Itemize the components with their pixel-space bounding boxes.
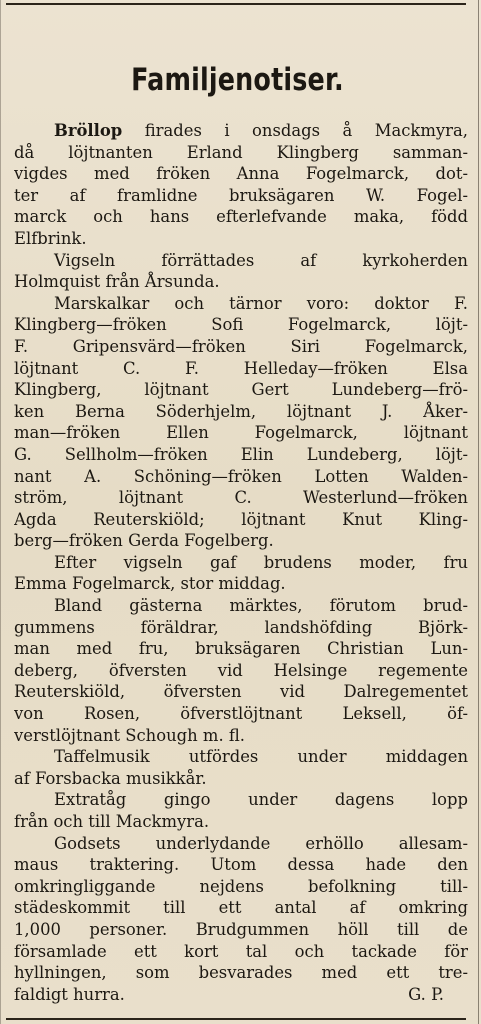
article-line: man med fru, bruksägaren Christian Lun- bbox=[14, 639, 468, 659]
article-line: marck och hans efterlefvande maka, född bbox=[14, 207, 468, 227]
article-line: gummens föräldrar, landshöfding Björk- bbox=[14, 617, 468, 637]
article-line-1: Bröllop firades i onsdags å Mackmyra, bbox=[54, 121, 468, 140]
lead-word: Bröllop bbox=[54, 121, 123, 140]
article-line: omkringliggande nejdens befolkning till- bbox=[14, 876, 468, 896]
article-line: deberg, öfversten vid Helsinge regemente bbox=[14, 660, 468, 680]
article-line: församlade ett kort tal och tackade för bbox=[14, 941, 468, 961]
article-line: maus traktering. Utom dessa hade den bbox=[14, 855, 468, 875]
article-line: Marskalkar och tärnor voro: doktor F. bbox=[54, 293, 468, 313]
article-line: berg—fröken Gerda Fogelberg. bbox=[14, 531, 274, 551]
article-line: ken Berna Söderhjelm, löjtnant J. Åker- bbox=[14, 401, 468, 421]
article-line-final: faldigt hurra. G. P. bbox=[14, 984, 444, 1004]
article-line: Bland gästerna märktes, förutom brud- bbox=[54, 596, 468, 616]
article-line: 1,000 personer. Brudgummen höll till de bbox=[14, 919, 468, 939]
article-body bbox=[14, 120, 468, 1005]
article-line: Efter vigseln gaf brudens moder, fru bbox=[54, 552, 468, 572]
article-line: Vigseln förrättades af kyrkoherden bbox=[54, 250, 468, 270]
page-title: Familjenotiser. bbox=[131, 62, 344, 98]
article-line: verstlöjtnant Schough m. fl. bbox=[14, 725, 246, 745]
article-line: ström, löjtnant C. Westerlund—fröken bbox=[14, 488, 468, 508]
article-line: nant A. Schöning—fröken Lotten Walden- bbox=[14, 466, 468, 486]
article-line: Klingberg—fröken Sofi Fogelmarck, löjt- bbox=[14, 315, 468, 335]
article-line: städeskommit till ett antal af omkring bbox=[14, 898, 468, 918]
bottom-rule bbox=[6, 1018, 466, 1020]
article-line: von Rosen, öfverstlöjtnant Leksell, öf- bbox=[14, 704, 468, 724]
article-line: vigdes med fröken Anna Fogelmarck, dot- bbox=[14, 164, 468, 184]
article-line: Reuterskiöld, öfversten vid Dalregementet bbox=[14, 682, 468, 702]
article-line: Emma Fogelmarck, stor middag. bbox=[14, 574, 286, 594]
article-line: då löjtnanten Erland Klingberg samman- bbox=[14, 142, 468, 162]
article-line: Taffelmusik utfördes under middagen bbox=[54, 747, 468, 767]
article-line: ter af framlidne bruksägaren W. Fogel- bbox=[14, 185, 468, 205]
article-line: från och till Mackmyra. bbox=[14, 812, 210, 831]
article-line: hyllningen, som besvarades med ett tre- bbox=[14, 963, 468, 983]
article-line: F. Gripensvärd—fröken Siri Fogelmarck, bbox=[14, 336, 468, 356]
article-line: Godsets underlydande erhöllo allesam- bbox=[54, 833, 468, 853]
article-line: Elfbrink. bbox=[14, 228, 87, 248]
article-line: Agda Reuterskiöld; löjtnant Knut Kling- bbox=[14, 509, 468, 529]
top-rule bbox=[6, 3, 466, 5]
article-line: Extratåg gingo under dagens lopp bbox=[54, 790, 468, 810]
article-line: löjtnant C. F. Helleday—fröken Elsa bbox=[14, 358, 468, 378]
right-edge bbox=[478, 0, 479, 1024]
article-line: Klingberg, löjtnant Gert Lundeberg—frö- bbox=[14, 380, 468, 400]
left-edge bbox=[0, 0, 1, 1024]
article-line: man—fröken Ellen Fogelmarck, löjtnant bbox=[14, 423, 468, 443]
article-line: G. Sellholm—fröken Elin Lundeberg, löjt- bbox=[14, 444, 468, 464]
author-signature: G. P. bbox=[408, 984, 444, 1004]
article-line: Holmquist från Årsunda. bbox=[14, 272, 220, 292]
article-line: af Forsbacka musikkår. bbox=[14, 768, 207, 788]
